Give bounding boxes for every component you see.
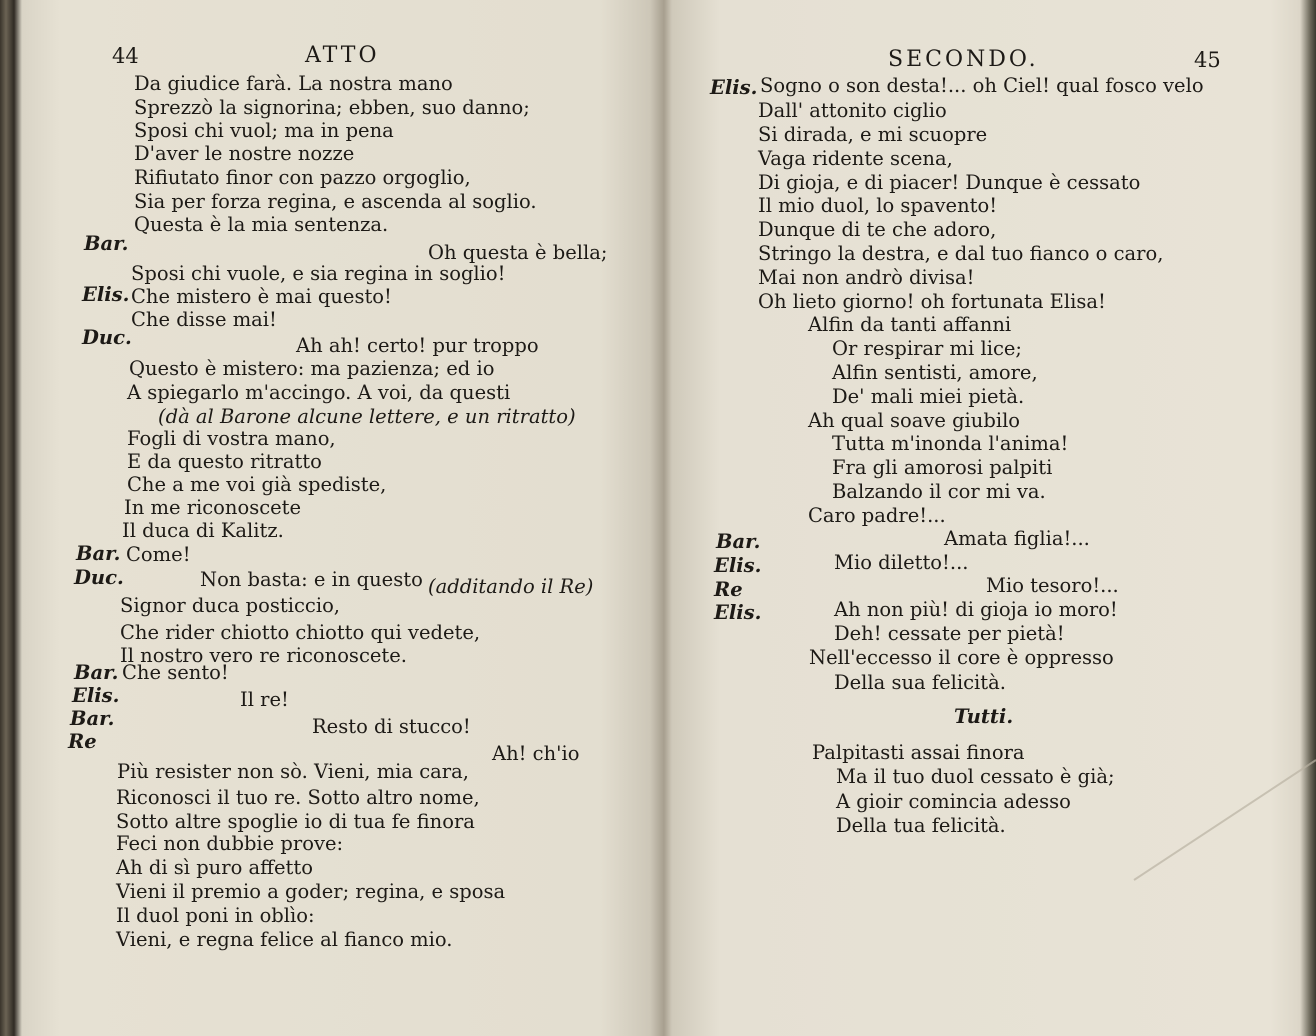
speaker-label: Re <box>68 730 97 753</box>
verse-line: Alfin sentisti, amore, <box>832 361 1038 384</box>
chorus-heading: Tutti. <box>954 705 1014 728</box>
page-number: 45 <box>1194 48 1221 72</box>
verse-line: Il nostro vero re riconoscete. <box>120 644 407 667</box>
speaker-label: Elis. <box>714 601 762 624</box>
verse-line: Palpitasti assai finora <box>812 741 1025 764</box>
verse-line: D'aver le nostre nozze <box>134 142 355 165</box>
verse-line: Riconosci il tuo re. Sotto altro nome, <box>116 786 480 809</box>
verse-line: In me riconoscete <box>124 496 302 519</box>
verse-line: Or respirar mi lice; <box>832 337 1022 360</box>
speaker-label: Duc. <box>74 566 124 589</box>
stage-direction: (dà al Barone alcune lettere, e un ritratto) <box>158 405 576 428</box>
verse-line: Mio tesoro!... <box>986 574 1119 597</box>
verse-line: Sposi chi vuole, e sia regina in soglio! <box>131 262 506 285</box>
verse-line: Che disse mai! <box>131 308 277 331</box>
verse-line: Vieni, e regna felice al fianco mio. <box>116 928 453 951</box>
verse-line: Questo è mistero: ma pazienza; ed io <box>129 357 495 380</box>
verse-line: Il duol poni in oblìo: <box>116 904 315 927</box>
verse-line: Mai non andrò divisa! <box>758 266 975 289</box>
verse-line: Ah! ch'io <box>492 742 580 765</box>
page-number: 44 <box>112 44 139 68</box>
verse-line: Più resister non sò. Vieni, mia cara, <box>117 760 469 783</box>
verse-line: Che a me voi già spediste, <box>127 473 387 496</box>
verse-line: Rifiutato finor con pazzo orgoglio, <box>134 166 471 189</box>
verse-line: Balzando il cor mi va. <box>832 480 1046 503</box>
right-page <box>664 0 1316 1036</box>
verse-line: Della tua felicità. <box>836 814 1006 837</box>
verse-line: Sia per forza regina, e ascenda al soglio. <box>134 190 537 213</box>
verse-line: Oh lieto giorno! oh fortunata Elisa! <box>758 290 1106 313</box>
verse-line: Da giudice farà. La nostra mano <box>134 72 453 95</box>
verse-line: Deh! cessate per pietà! <box>834 622 1065 645</box>
verse-line: Non basta: e in questo <box>200 568 423 591</box>
verse-line: Resto di stucco! <box>312 715 471 738</box>
verse-line: Il re! <box>240 688 289 711</box>
verse-line: Ma il tuo duol cessato è già; <box>836 765 1115 788</box>
verse-line: Che rider chiotto chiotto qui vedete, <box>120 621 481 644</box>
speaker-label: Elis. <box>82 283 130 306</box>
speaker-label: Elis. <box>72 684 120 707</box>
verse-line: Ah qual soave giubilo <box>808 409 1021 432</box>
verse-line: Sogno o son desta!... oh Ciel! qual fosco velo <box>760 74 1204 97</box>
running-header: SECONDO. <box>888 47 1039 72</box>
verse-line: Il duca di Kalitz. <box>122 519 284 542</box>
verse-line: Si dirada, e mi scuopre <box>758 123 988 146</box>
verse-line: Della sua felicità. <box>834 671 1006 694</box>
verse-line: Caro padre!... <box>808 504 946 527</box>
verse-line: Vaga ridente scena, <box>758 147 953 170</box>
verse-line: Dall' attonito ciglio <box>758 99 947 122</box>
speaker-label: Elis. <box>710 76 758 99</box>
verse-line: Nell'eccesso il core è oppresso <box>809 646 1114 669</box>
verse-line: Alfin da tanti affanni <box>808 313 1012 336</box>
verse-line: Sotto altre spoglie io di tua fe finora <box>116 810 475 833</box>
speaker-label: Bar. <box>74 661 119 684</box>
speaker-label: Bar. <box>716 530 761 553</box>
verse-line: Che sento! <box>122 661 229 684</box>
verse-line: Ah ah! certo! pur troppo <box>296 334 539 357</box>
verse-line: Stringo la destra, e dal tuo fianco o caro, <box>758 242 1164 265</box>
verse-line: De' mali miei pietà. <box>832 385 1025 408</box>
speaker-label: Bar. <box>84 232 129 255</box>
speaker-label: Duc. <box>82 326 132 349</box>
verse-line: Dunque di te che adoro, <box>758 218 997 241</box>
verse-line: Che mistero è mai questo! <box>131 285 392 308</box>
verse-line: Tutta m'inonda l'anima! <box>832 432 1069 455</box>
verse-line: Fra gli amorosi palpiti <box>832 456 1053 479</box>
verse-line: Mio diletto!... <box>834 551 969 574</box>
crease-line <box>1134 760 1316 880</box>
verse-line: Come! <box>126 543 191 566</box>
stage-direction: (additando il Re) <box>428 575 594 598</box>
speaker-label: Bar. <box>76 542 121 565</box>
verse-line: Ah non più! di gioja io moro! <box>834 598 1118 621</box>
verse-line: Feci non dubbie prove: <box>116 832 344 855</box>
verse-line: Ah di sì puro affetto <box>116 856 313 879</box>
verse-line: Vieni il premio a goder; regina, e sposa <box>116 880 506 903</box>
verse-line: Fogli di vostra mano, <box>127 427 336 450</box>
verse-line: E da questo ritratto <box>127 450 322 473</box>
verse-line: Signor duca posticcio, <box>120 594 341 617</box>
verse-line: Questa è la mia sentenza. <box>134 213 389 236</box>
running-header: ATTO <box>305 43 380 68</box>
verse-line: Di gioja, e di piacer! Dunque è cessato <box>758 171 1141 194</box>
verse-line: Sposi chi vuol; ma in pena <box>134 119 394 142</box>
speaker-label: Re <box>714 578 743 601</box>
verse-line: Oh questa è bella; <box>428 241 608 264</box>
speaker-label: Elis. <box>714 554 762 577</box>
verse-line: Amata figlia!... <box>944 527 1090 550</box>
verse-line: Il mio duol, lo spavento! <box>758 194 998 217</box>
verse-line: Sprezzò la signorina; ebben, suo danno; <box>134 96 530 119</box>
verse-line: A spiegarlo m'accingo. A voi, da questi <box>127 381 511 404</box>
speaker-label: Bar. <box>70 707 115 730</box>
verse-line: A gioir comincia adesso <box>836 790 1071 813</box>
